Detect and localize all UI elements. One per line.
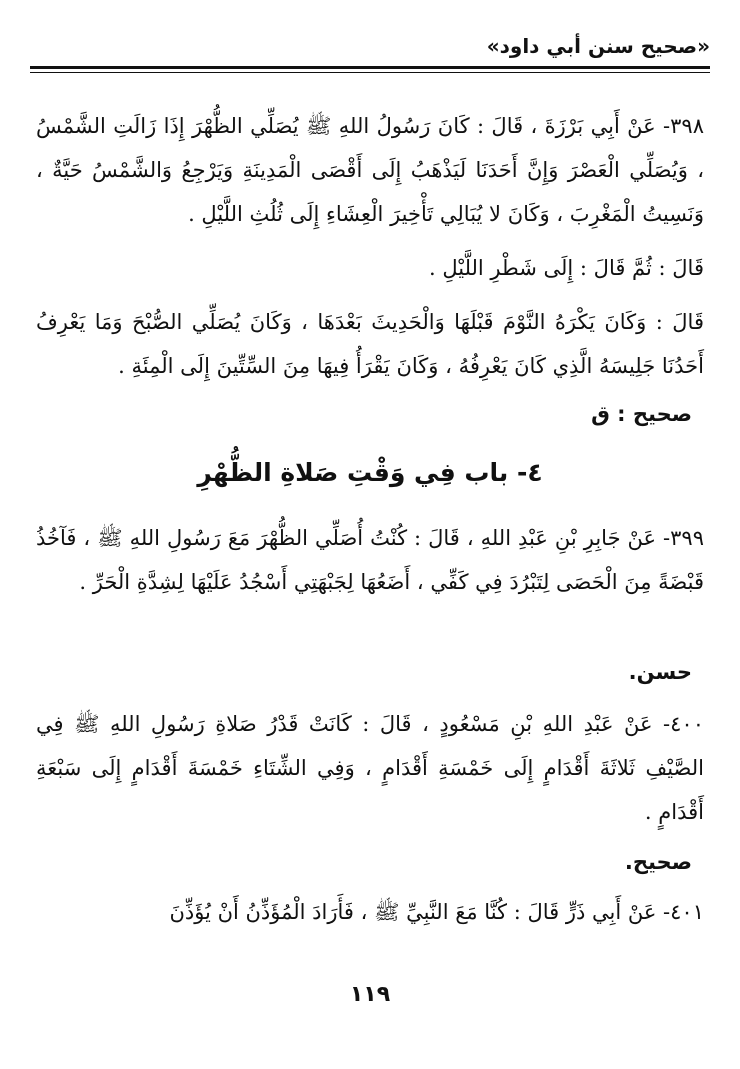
page-number: ١١٩ <box>349 982 391 1007</box>
hadith-398-note-2: قَالَ : وَكَانَ يَكْرَهُ النَّوْمَ قَبْلَهَا وَالْحَدِيثَ بَعْدَهَا ، وَكَانَ يُصَلِّي الصُّبْحَ وَمَا يَعْرِفُ أَحَدُنَا جَلِيسَهُ الَّذِي كَانَ يَعْرِفُهُ ، وَكَانَ يَقْرَأُ فِيهَا مِنَ السِّتِّينَ إِلَى الْمِئَةِ . <box>36 310 704 378</box>
hadith-398-grade: صحيح : ق <box>591 402 692 426</box>
hadith-400-grade: صحيح. <box>624 850 692 874</box>
running-header <box>30 28 710 66</box>
hadith-398-text: ٣٩٨- عَنْ أَبِي بَرْزَةَ ، قَالَ : كَانَ رَسُولُ اللهِ ﷺ يُصَلِّي الظُّهْرَ إِذَا زَالَتِ الشَّمْسُ ، وَيُصَلِّي الْعَصْرَ وَإِنَّ أَحَدَنَا لَيَذْهَبُ إِلَى أَقْصَى الْمَدِينَةِ وَيَرْجِعُ وَالشَّمْسُ حَيَّةٌ ، وَنَسِيتُ الْمَغْرِبَ ، وَكَانَ لا يُبَالِي تَأْخِيرَ الْعِشَاءِ إِلَى ثُلُثِ اللَّيْلِ . <box>36 114 704 226</box>
hadith-399-text: ٣٩٩- عَنْ جَابِرِ بْنِ عَبْدِ اللهِ ، قَالَ : كُنْتُ أُصَلِّي الظُّهْرَ مَعَ رَسُولِ اللهِ ﷺ ، فَآخُذُ قَبْضَةً مِنَ الْحَصَى لِتَبْرُدَ فِي كَفِّي ، أَضَعُهَا لِجَبْهَتِي أَسْجُدُ عَلَيْهَا لِشِدَّةِ الْحَرِّ . <box>36 526 704 594</box>
hadith-398-note-1: قَالَ : ثُمَّ قَالَ : إِلَى شَطْرِ اللَّيْلِ . <box>428 256 704 280</box>
header-rule-thin <box>30 72 710 73</box>
hadith-400-text: ٤٠٠- عَنْ عَبْدِ اللهِ بْنِ مَسْعُودٍ ، قَالَ : كَانَتْ قَدْرُ صَلاةِ رَسُولِ اللهِ ﷺ فِي الصَّيْفِ ثَلاثَةَ أَقْدَامٍ إِلَى خَمْسَةِ أَقْدَامٍ ، وَفِي الشِّتَاءِ خَمْسَةَ أَقْدَامٍ إِلَى سَبْعَةِ أَقْدَامٍ . <box>36 712 704 824</box>
chapter-heading: ٤- باب فِي وَقْتِ صَلاةِ الظُّهْرِ <box>197 458 543 487</box>
book-title: «صحيح سنن أبي داود» <box>486 34 710 58</box>
header-rule-thick <box>30 66 710 69</box>
hadith-399-grade: حسن. <box>628 660 692 684</box>
hadith-401-text: ٤٠١- عَنْ أَبِي ذَرٍّ قَالَ : كُنَّا مَعَ النَّبِيِّ ﷺ ، فَأَرَادَ الْمُؤَذِّنُ أَنْ يُؤَذِّنَ <box>169 900 704 924</box>
